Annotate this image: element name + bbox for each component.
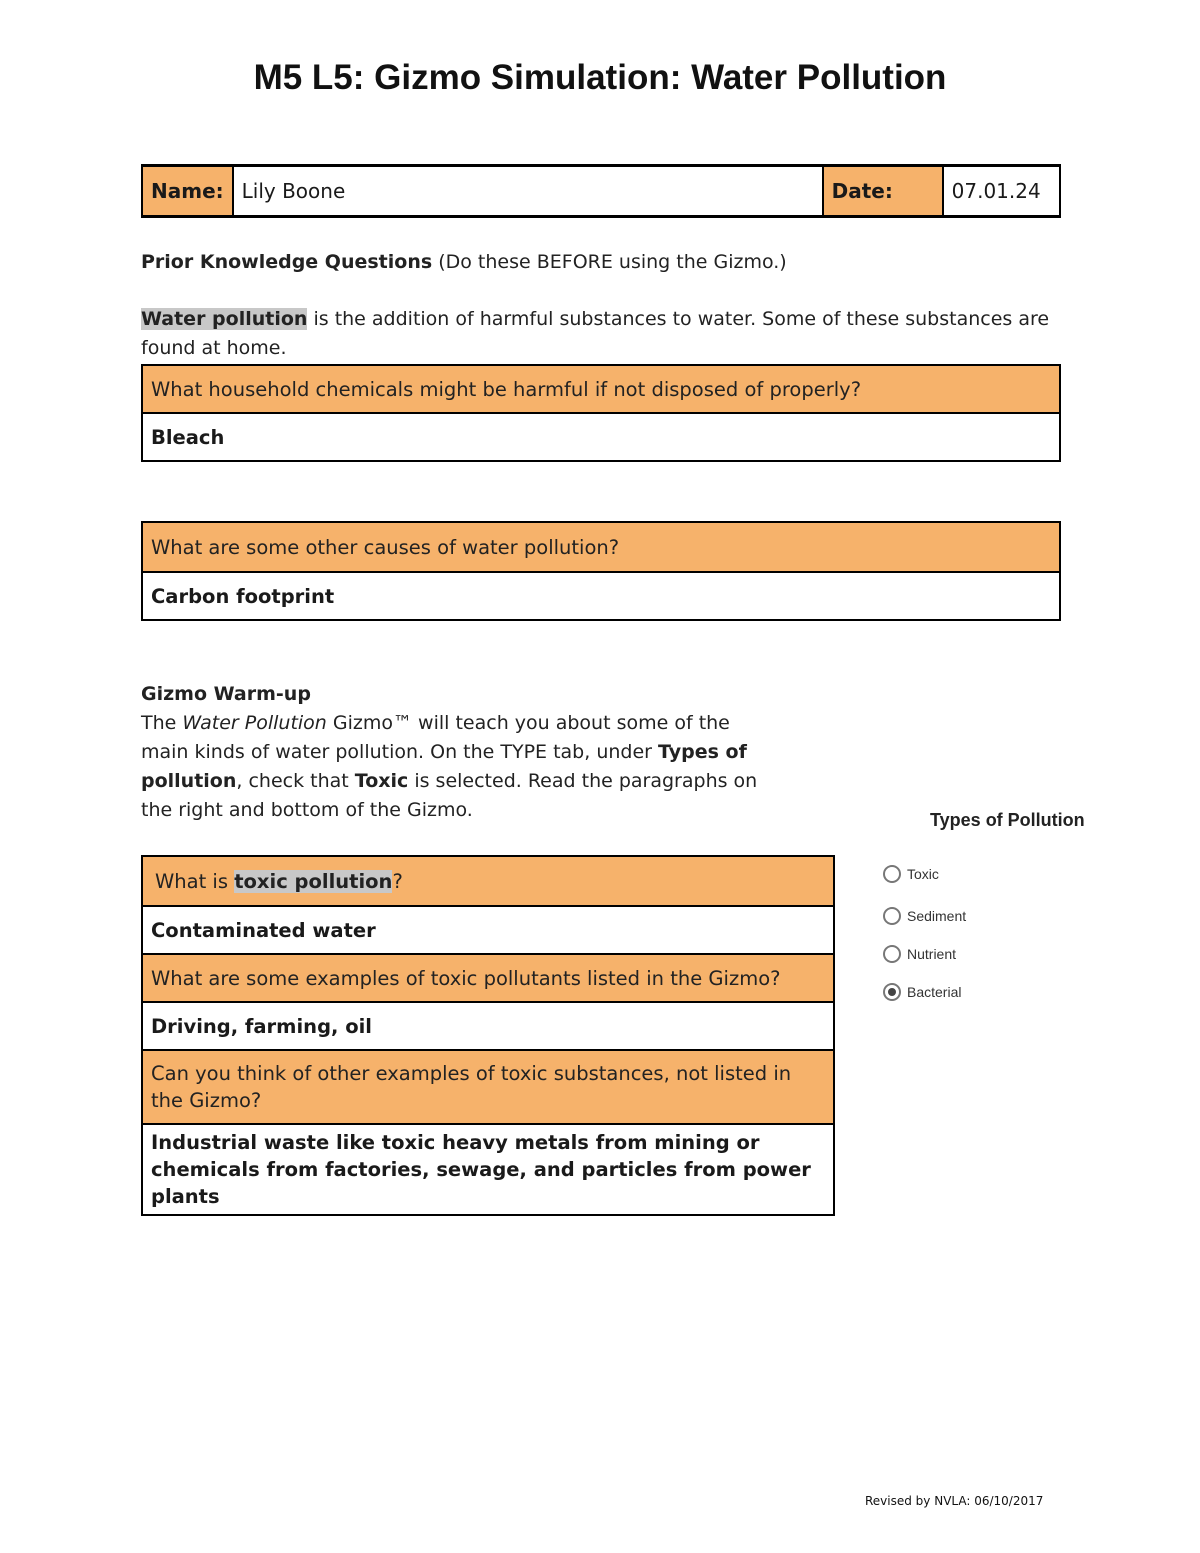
warmup-types-of-pollution: Types of pollution [141,741,747,792]
radio-sediment-label: Sediment [907,908,967,924]
prior-answer-2: Carbon footprint [142,572,1060,620]
warmup-heading: Gizmo Warm-up [141,683,311,705]
warmup-gizmo-name: Water Pollution [182,712,327,734]
prior-intro-text: is the addition of harmful substances to water. Some of these substances are found at home. [141,308,1050,359]
warmup-q1-post: ? [392,869,403,893]
student-info-table [141,164,1061,218]
radio-toxic-icon[interactable] [883,865,901,883]
warmup-text-3: , check that [236,770,355,792]
date-value: 07.01.24 [943,166,1060,217]
radio-toxic-label: Toxic [907,866,939,882]
warmup-text-1: The [141,712,183,734]
warmup-qa-table [141,855,835,1216]
warmup-question-1 [142,856,834,906]
prior-q2-table [141,521,1061,621]
name-label: Name: [142,166,233,217]
warmup-toxic: Toxic [354,770,409,792]
name-value: Lily Boone [233,166,823,217]
warmup-answer-2: Driving, farming, oil [142,1002,834,1050]
radio-nutrient-label: Nutrient [907,946,957,962]
warmup-answer-1: Contaminated water [142,906,834,954]
warmup-q1-pre: What is [155,869,235,893]
warmup-text-4: is selected. Read the paragraphs on the right and bottom of the Gizmo. [141,770,758,821]
toxic-pollution-term: toxic pollution [234,869,393,893]
warmup-question-2: What are some examples of toxic pollutants listed in the Gizmo? [142,954,834,1002]
gizmo-panel-title: Types of Pollution [930,810,1085,830]
radio-option-toxic[interactable] [883,865,939,883]
radio-option-nutrient[interactable] [883,945,956,963]
date-label: Date: [823,166,943,217]
prior-knowledge-heading [141,248,787,277]
prior-answer-1: Bleach [142,413,1060,461]
prior-heading-note: (Do these BEFORE using the Gizmo.) [432,251,787,273]
prior-heading-bold: Prior Knowledge Questions [141,251,433,273]
radio-nutrient-icon[interactable] [883,945,901,963]
prior-question-2: What are some other causes of water pollution? [142,522,1060,572]
prior-question-1: What household chemicals might be harmful if not disposed of properly? [142,365,1060,413]
revision-footer: Revised by NVLA: 06/10/2017 [865,1494,1044,1508]
radio-bacterial-label: Bacterial [907,984,962,1000]
prior-intro [141,305,1061,363]
radio-bacterial-icon[interactable] [883,983,901,1001]
warmup-section [141,680,766,825]
radio-option-sediment[interactable] [883,907,966,925]
prior-q1-table [141,364,1061,462]
page-title: M5 L5: Gizmo Simulation: Water Pollution [253,58,947,97]
warmup-text-2: Gizmo™ will teach you about some of the main kinds of water pollution. On the TYPE tab, under [141,712,730,763]
warmup-answer-3: Industrial waste like toxic heavy metals from mining or chemicals from factories, sewage, and particles from power plants [142,1124,834,1215]
radio-sediment-icon[interactable] [883,907,901,925]
gizmo-types-panel [875,810,1125,1000]
warmup-question-3: Can you think of other examples of toxic substances, not listed in the Gizmo? [142,1050,834,1124]
radio-option-bacterial[interactable] [883,983,961,1001]
water-pollution-term: Water pollution [141,308,308,330]
